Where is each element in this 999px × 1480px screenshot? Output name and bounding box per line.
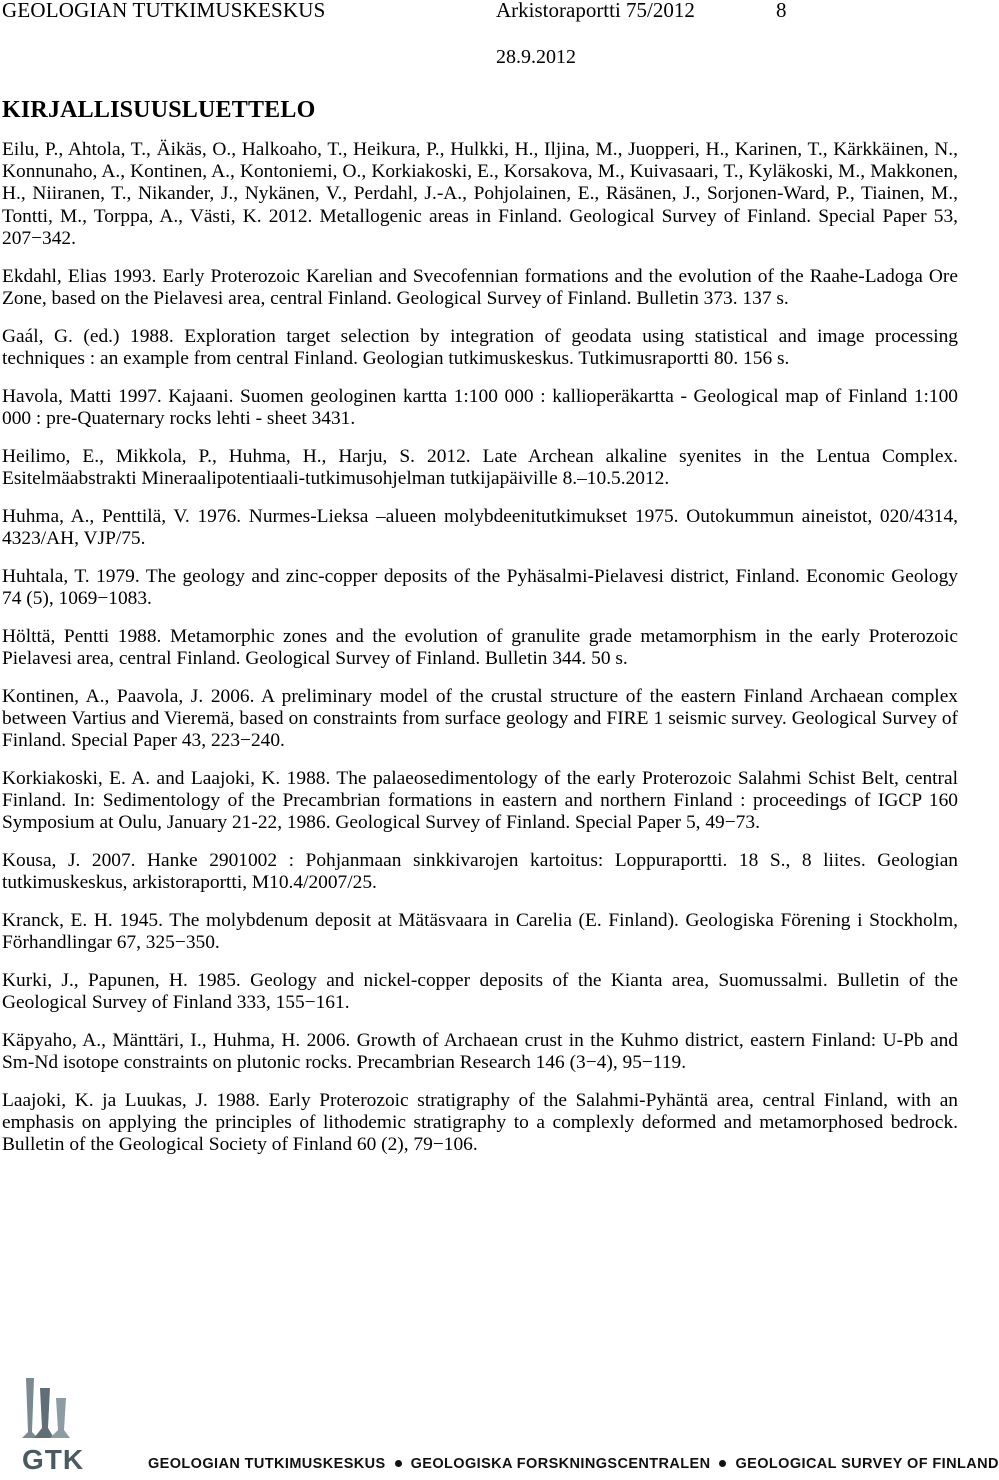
reference-entry: Eilu, P., Ahtola, T., Äikäs, O., Halkoaho, T., Heikura, P., Hulkki, H., Iljina, M., Juopperi, H., Karinen, T., Kärkkäinen, N., Konnunaho, A., Kontinen, A., Kontoniemi, O., Korkiakoski, E., Korsakova, M., Kuivasaari, T., Kyläkoski, M., Makkonen, H., Niiranen, T., Nikander, J., Nykänen, V., Perdahl, J.-A., Pohjolainen, E., Räsänen, J., Sorjonen-Ward, P., Tiainen, M., Tontti, M., Torppa, A., Västi, K. 2012. Metallogenic areas in Finland. Geological Survey of Finland. Special Paper 53, 207−342. <box>2 139 958 249</box>
reference-entry: Heilimo, E., Mikkola, P., Huhma, H., Harju, S. 2012. Late Archean alkaline syenites in the Lentua Complex. Esitelmäabstrakti Mineraalipotentiaali-tutkimusohjelman tutkijapäiville 8.–10.5.2012. <box>2 445 958 489</box>
footer-org-sv: GEOLOGISKA FORSKNINGSCENTRALEN <box>410 1456 711 1472</box>
footer-org-fi: GEOLOGIAN TUTKIMUSKESKUS <box>148 1456 386 1472</box>
bullet-separator <box>719 1460 726 1467</box>
reference-list <box>2 139 958 1172</box>
reference-entry: Huhma, A., Penttilä, V. 1976. Nurmes-Lieksa –alueen molybdeenitutkimukset 1975. Outokummun aineistot, 020/4314, 4323/AH, VJP/75. <box>2 505 958 549</box>
section-title: KIRJALLISUUSLUETTELO <box>2 97 316 123</box>
reference-entry: Kousa, J. 2007. Hanke 2901002 : Pohjanmaan sinkkivarojen kartoitus: Loppuraportti. 18 S., 8 liites. Geologian tutkimuskeskus, arkistoraportti, M10.4/2007/25. <box>2 850 958 894</box>
reference-entry: Huhtala, T. 1979. The geology and zinc-copper deposits of the Pyhäsalmi-Pielavesi district, Finland. Economic Geology 74 (5), 1069−1083. <box>2 565 958 609</box>
reference-entry: Gaál, G. (ed.) 1988. Exploration target selection by integration of geodata using statistical and image processing techniques : an example from central Finland. Geologian tutkimuskeskus. Tutkimusraportti 80. 156 s. <box>2 325 958 369</box>
reference-entry: Käpyaho, A., Mänttäri, I., Huhma, H. 2006. Growth of Archaean crust in the Kuhmo district, eastern Finland: U-Pb and Sm-Nd isotope constraints on plutonic rocks. Precambrian Research 146 (3−4), 95−119. <box>2 1030 958 1074</box>
footer-org-en: GEOLOGICAL SURVEY OF FINLAND <box>735 1456 999 1472</box>
gtk-logo-text: GTK <box>22 1444 85 1475</box>
reference-entry: Kurki, J., Papunen, H. 1985. Geology and nickel-copper deposits of the Kianta area, Suomussalmi. Bulletin of the Geological Survey of Finland 333, 155−161. <box>2 970 958 1014</box>
reference-entry: Hölttä, Pentti 1988. Metamorphic zones and the evolution of granulite grade metamorphism in the early Proterozoic Pielavesi area, central Finland. Geological Survey of Finland. Bulletin 344. 50 s. <box>2 625 958 669</box>
reference-entry: Kranck, E. H. 1945. The molybdenum deposit at Mätäsvaara in Carelia (E. Finland). Geologiska Förening i Stockholm, Förhandlingar 67, 325−350. <box>2 910 958 954</box>
header-page-number: 8 <box>776 0 787 22</box>
header-report-number: Arkistoraportti 75/2012 <box>496 0 695 22</box>
header-date: 28.9.2012 <box>496 46 576 68</box>
reference-entry: Havola, Matti 1997. Kajaani. Suomen geologinen kartta 1:100 000 : kallioperäkartta - Geological map of Finland 1:100 000 : pre-Quaternary rocks lehti - sheet 3431. <box>2 385 958 429</box>
reference-entry: Laajoki, K. ja Luukas, J. 1988. Early Proterozoic stratigraphy of the Salahmi-Pyhäntä area, central Finland, with an emphasis on applying the principles of lithodemic stratigraphy to a complexly deformed and metamorphosed bedrock. Bulletin of the Geological Society of Finland 60 (2), 79−106. <box>2 1090 958 1156</box>
reference-entry: Korkiakoski, E. A. and Laajoki, K. 1988. The palaeosedimentology of the early Proterozoic Salahmi Schist Belt, central Finland. In: Sedimentology of the Precambrian formations in eastern and northern Finland : proceedings of IGCP 160 Symposium at Oulu, January 21-22, 1986. Geological Survey of Finland. Special Paper 5, 49−73. <box>2 767 958 834</box>
reference-entry: Ekdahl, Elias 1993. Early Proterozoic Karelian and Svecofennian formations and the evolution of the Raahe-Ladoga Ore Zone, based on the Pielavesi area, central Finland. Geological Survey of Finland. Bulletin 373. 137 s. <box>2 265 958 309</box>
bullet-separator <box>395 1460 402 1467</box>
page-header <box>0 0 960 80</box>
footer-organization-names <box>148 1456 999 1472</box>
gtk-logo-icon <box>18 1374 74 1442</box>
header-organization: GEOLOGIAN TUTKIMUSKESKUS <box>2 0 326 22</box>
reference-entry: Kontinen, A., Paavola, J. 2006. A preliminary model of the crustal structure of the eastern Finland Archaean complex between Vartius and Vieremä, based on constraints from surface geology and FIRE 1 seismic survey. Geological Survey of Finland. Special Paper 43, 223−240. <box>2 685 958 752</box>
page-footer <box>0 1372 999 1480</box>
